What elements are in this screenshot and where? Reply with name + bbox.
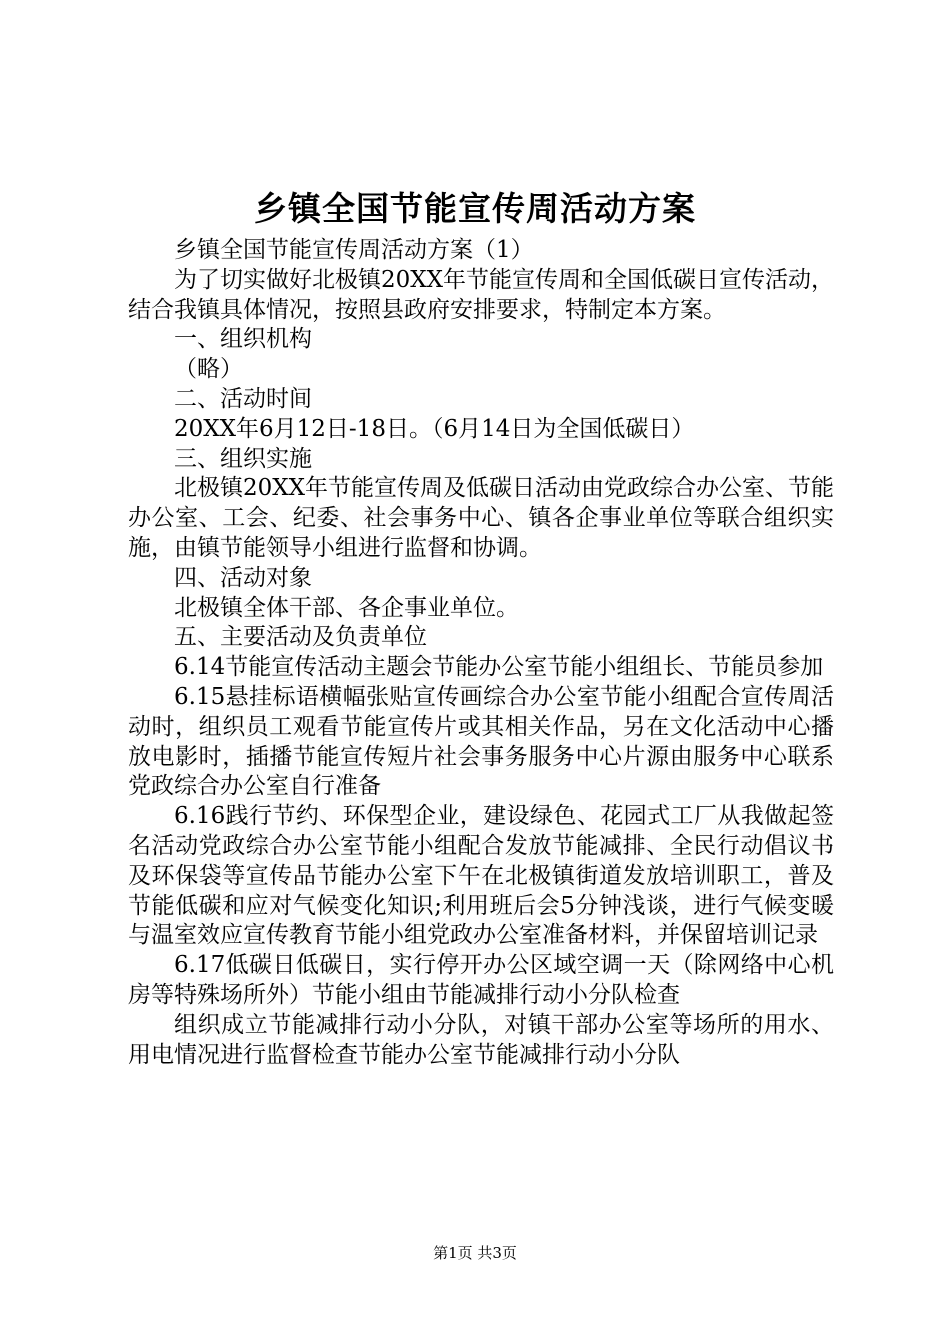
paragraph-organization: （略） (174, 356, 243, 383)
paragraph-activity-6-15: 6.15悬挂标语横幅张贴宣传画综合办公室节能小组配合宣传周活动时，组织员工观看节能宣传片或其相关作品，另在文化活动中心播放电影时，插播节能宣传短片社会事务服务中心片源由服务中心联系党政综合办公室自行准备 (128, 683, 834, 800)
paragraph-activity-6-14: 6.14节能宣传活动主题会节能办公室节能小组组长、节能员参加 (174, 654, 824, 681)
section-heading-target: 四、活动对象 (174, 564, 312, 591)
page-footer: 第1页 共3页 (433, 1244, 517, 1262)
paragraph-activity-6-17: 6.17低碳日低碳日，实行停开办公区域空调一天（除网络中心机房等特殊场所外）节能小组由节能减排行动小分队检查 (128, 952, 834, 1008)
paragraph-target: 北极镇全体干部、各企事业单位。 (174, 594, 519, 621)
section-heading-implementation: 三、组织实施 (174, 445, 312, 472)
paragraph-activity-6-16: 6.16践行节约、环保型企业，建设绿色、花园式工厂从我做起签名活动党政综合办公室节能小组配合发放节能减排、全民行动倡议书及环保袋等宣传品节能办公室下午在北极镇街道发放培训职工，普及节能低碳和应对气候变化知识;利用班后会5分钟浅谈，进行气候变暖与温室效应宣传教育节能小组党政办公室准备材料，并保留培训记录 (128, 803, 834, 949)
paragraph-team: 组织成立节能减排行动小分队，对镇干部办公室等场所的用水、用电情况进行监督检查节能办公室节能减排行动小分队 (128, 1011, 834, 1068)
section-heading-organization: 一、组织机构 (174, 326, 312, 353)
document-body (128, 236, 834, 1070)
paragraph-time: 20XX年6月12日-18日。（6月14日为全国低碳日） (174, 415, 695, 442)
section-heading-time: 二、活动时间 (174, 385, 312, 412)
section-heading-activities: 五、主要活动及负责单位 (174, 624, 427, 651)
paragraph-intro: 为了切实做好北极镇20XX年节能宣传周和全国低碳日宣传活动，结合我镇具体情况，按照县政府安排要求，特制定本方案。 (128, 266, 835, 323)
paragraph-heading: 乡镇全国节能宣传周活动方案（1） (174, 237, 534, 263)
document-title: 乡镇全国节能宣传周活动方案 (254, 189, 696, 228)
paragraph-implementation: 北极镇20XX年节能宣传周及低碳日活动由党政综合办公室、节能办公室、工会、纪委、社会事务中心、镇各企事业单位等联合组织实施，由镇节能领导小组进行监督和协调。 (128, 475, 835, 561)
